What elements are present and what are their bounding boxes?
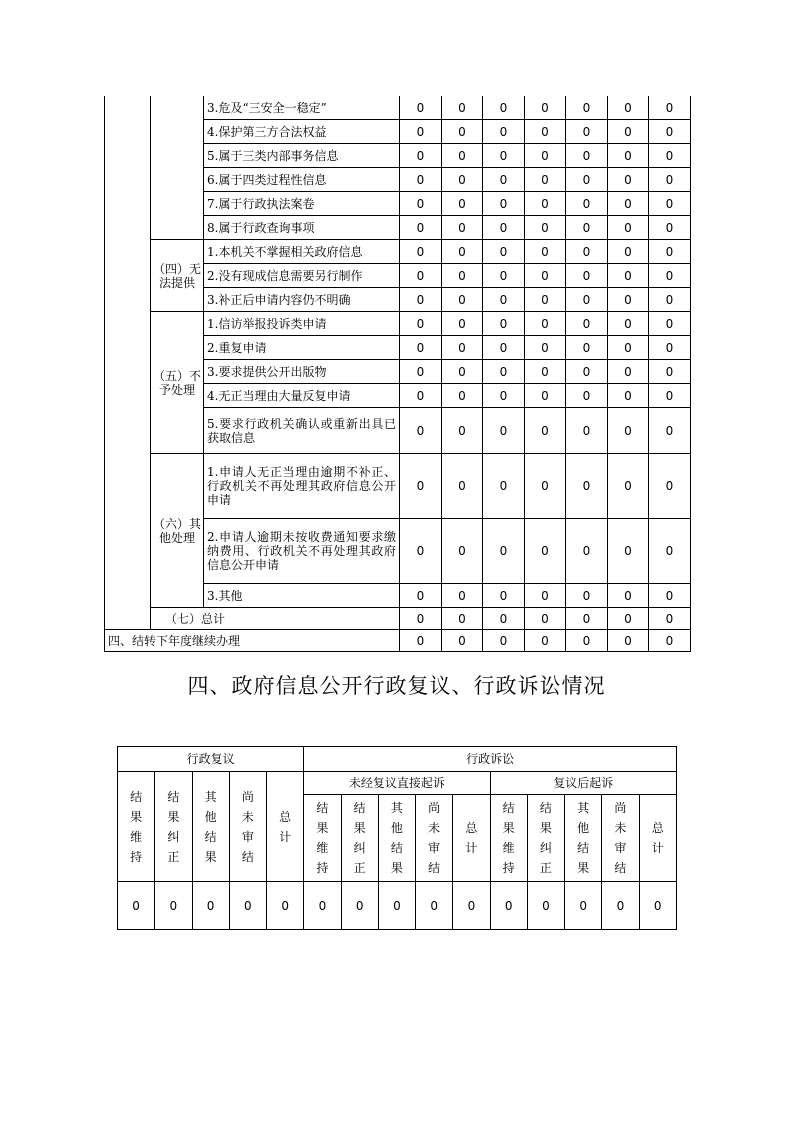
- value-cell: 0: [400, 144, 442, 168]
- value-cell: 0: [649, 144, 691, 168]
- col-other-result: 其 他 结 果: [192, 772, 229, 882]
- value-cell: 0: [483, 312, 525, 336]
- col-pending: 尚 未 审 结: [229, 772, 266, 882]
- value-cell: 0: [525, 408, 566, 454]
- value-cell: 0: [400, 630, 442, 652]
- value-cell: 0: [442, 264, 483, 288]
- value-cell: 0: [442, 312, 483, 336]
- value-cell: 0: [525, 264, 566, 288]
- value-cell: 0: [442, 216, 483, 240]
- value-cell: 0: [649, 312, 691, 336]
- value-cell: 0: [442, 454, 483, 519]
- col-pending: 尚 未 审 结: [602, 795, 639, 882]
- value-cell: 0: [566, 336, 608, 360]
- value-cell: 0: [566, 216, 608, 240]
- value-cell: 0: [229, 882, 266, 930]
- value-cell: 0: [442, 192, 483, 216]
- col-total: 总 计: [267, 772, 304, 882]
- value-cell: 0: [566, 384, 608, 408]
- value-cell: 0: [442, 168, 483, 192]
- value-cell: 0: [649, 384, 691, 408]
- col-result-upheld: 结 果 维 持: [118, 772, 155, 882]
- value-cell: 0: [566, 264, 608, 288]
- value-cell: 0: [453, 882, 490, 930]
- value-cell: 0: [400, 384, 442, 408]
- value-cell: 0: [639, 882, 676, 930]
- value-cell: 0: [566, 168, 608, 192]
- value-cell: 0: [442, 144, 483, 168]
- value-cell: 0: [442, 630, 483, 652]
- col-other-result: 其 他 结 果: [565, 795, 602, 882]
- item-label: 4.无正当理由大量反复申请: [204, 384, 400, 408]
- value-cell: 0: [608, 630, 649, 652]
- value-cell: 0: [608, 288, 649, 312]
- item-label: 6.属于四类过程性信息: [204, 168, 400, 192]
- value-cell: 0: [490, 882, 527, 930]
- col-total: 总 计: [453, 795, 490, 882]
- value-cell: 0: [566, 120, 608, 144]
- value-cell: 0: [400, 336, 442, 360]
- value-cell: 0: [483, 384, 525, 408]
- value-cell: 0: [400, 216, 442, 240]
- spacer-cell: [105, 96, 151, 630]
- value-cell: 0: [566, 630, 608, 652]
- col-result-upheld: 结 果 维 持: [304, 795, 341, 882]
- value-cell: 0: [400, 608, 442, 630]
- value-cell: 0: [400, 360, 442, 384]
- value-cell: 0: [442, 96, 483, 120]
- header-after-review: 复议后起诉: [490, 772, 676, 795]
- value-cell: 0: [400, 408, 442, 454]
- value-cell: 0: [442, 608, 483, 630]
- value-cell: 0: [566, 240, 608, 264]
- value-cell: 0: [416, 882, 453, 930]
- value-cell: 0: [442, 408, 483, 454]
- value-cell: 0: [525, 384, 566, 408]
- total-label: （七）总计: [151, 608, 400, 630]
- item-label: 3.补正后申请内容仍不明确: [204, 288, 400, 312]
- value-cell: 0: [118, 882, 155, 930]
- value-cell: 0: [649, 630, 691, 652]
- value-cell: 0: [483, 264, 525, 288]
- item-label: 5.要求行政机关确认或重新出具已获取信息: [204, 408, 400, 454]
- value-cell: 0: [442, 360, 483, 384]
- group-other-processing-label: （六）其他处理: [151, 454, 204, 608]
- value-cell: 0: [566, 360, 608, 384]
- item-label: 4.保护第三方合法权益: [204, 120, 400, 144]
- value-cell: 0: [525, 288, 566, 312]
- value-cell: 0: [525, 120, 566, 144]
- value-cell: 0: [442, 519, 483, 584]
- carry-over-label: 四、结转下年度继续办理: [105, 630, 400, 652]
- value-cell: 0: [608, 519, 649, 584]
- header-admin-litigation: 行政诉讼: [304, 747, 677, 772]
- value-cell: 0: [608, 216, 649, 240]
- value-cell: 0: [566, 192, 608, 216]
- value-cell: 0: [608, 120, 649, 144]
- value-cell: 0: [525, 519, 566, 584]
- value-cell: 0: [400, 454, 442, 519]
- value-cell: 0: [566, 144, 608, 168]
- value-cell: 0: [649, 192, 691, 216]
- value-cell: 0: [483, 519, 525, 584]
- value-cell: 0: [649, 96, 691, 120]
- value-cell: 0: [525, 454, 566, 519]
- value-cell: 0: [400, 192, 442, 216]
- value-cell: 0: [525, 168, 566, 192]
- value-cell: 0: [525, 584, 566, 608]
- value-cell: 0: [608, 608, 649, 630]
- value-cell: 0: [566, 519, 608, 584]
- value-cell: 0: [649, 454, 691, 519]
- value-cell: 0: [442, 584, 483, 608]
- value-cell: 0: [565, 882, 602, 930]
- value-cell: 0: [525, 192, 566, 216]
- value-cell: 0: [608, 264, 649, 288]
- value-cell: 0: [525, 240, 566, 264]
- value-cell: 0: [608, 168, 649, 192]
- value-cell: 0: [525, 608, 566, 630]
- spacer-cell: [151, 96, 204, 240]
- value-cell: 0: [483, 120, 525, 144]
- value-cell: 0: [442, 240, 483, 264]
- item-label: 2.申请人逾期未按收费通知要求缴纳费用、行政机关不再处理其政府信息公开申请: [204, 519, 400, 584]
- value-cell: 0: [525, 312, 566, 336]
- value-cell: 0: [400, 288, 442, 312]
- value-cell: 0: [442, 120, 483, 144]
- review-litigation-table: [117, 746, 677, 930]
- group-unable-provide-label: （四）无法提供: [151, 240, 204, 312]
- value-cell: 0: [649, 120, 691, 144]
- value-cell: 0: [400, 168, 442, 192]
- value-cell: 0: [649, 264, 691, 288]
- value-cell: 0: [566, 96, 608, 120]
- value-cell: 0: [566, 608, 608, 630]
- value-cell: 0: [483, 144, 525, 168]
- value-cell: 0: [442, 288, 483, 312]
- item-label: 3.危及“三安全一稳定”: [204, 96, 400, 120]
- item-label: 2.重复申请: [204, 336, 400, 360]
- value-cell: 0: [649, 216, 691, 240]
- value-cell: 0: [442, 384, 483, 408]
- value-cell: 0: [608, 240, 649, 264]
- value-cell: 0: [566, 408, 608, 454]
- value-cell: 0: [483, 454, 525, 519]
- col-other-result: 其 他 结 果: [378, 795, 415, 882]
- item-label: 1.本机关不掌握相关政府信息: [204, 240, 400, 264]
- value-cell: 0: [527, 882, 564, 930]
- col-result-corrected: 结 果 纠 正: [155, 772, 192, 882]
- request-handling-table: [104, 96, 691, 652]
- header-admin-review: 行政复议: [118, 747, 304, 772]
- value-cell: 0: [649, 336, 691, 360]
- item-label: 3.其他: [204, 584, 400, 608]
- value-cell: 0: [483, 630, 525, 652]
- col-result-corrected: 结 果 纠 正: [341, 795, 378, 882]
- value-cell: 0: [400, 264, 442, 288]
- value-cell: 0: [442, 336, 483, 360]
- value-cell: 0: [649, 240, 691, 264]
- value-cell: 0: [304, 882, 341, 930]
- value-cell: 0: [378, 882, 415, 930]
- col-total: 总 计: [639, 795, 676, 882]
- value-cell: 0: [483, 216, 525, 240]
- value-cell: 0: [192, 882, 229, 930]
- value-cell: 0: [400, 120, 442, 144]
- value-cell: 0: [566, 288, 608, 312]
- value-cell: 0: [608, 408, 649, 454]
- value-cell: 0: [525, 96, 566, 120]
- col-pending: 尚 未 审 结: [416, 795, 453, 882]
- value-cell: 0: [267, 882, 304, 930]
- value-cell: 0: [608, 96, 649, 120]
- value-cell: 0: [483, 240, 525, 264]
- value-cell: 0: [608, 584, 649, 608]
- value-cell: 0: [525, 144, 566, 168]
- value-cell: 0: [649, 519, 691, 584]
- item-label: 8.属于行政查询事项: [204, 216, 400, 240]
- value-cell: 0: [525, 630, 566, 652]
- value-cell: 0: [483, 408, 525, 454]
- value-cell: 0: [525, 360, 566, 384]
- section-heading: 四、政府信息公开行政复议、行政诉讼情况: [187, 674, 606, 698]
- value-cell: 0: [602, 882, 639, 930]
- value-cell: 0: [341, 882, 378, 930]
- value-cell: 0: [525, 336, 566, 360]
- value-cell: 0: [483, 584, 525, 608]
- value-cell: 0: [608, 192, 649, 216]
- value-cell: 0: [566, 584, 608, 608]
- value-cell: 0: [608, 454, 649, 519]
- value-cell: 0: [566, 454, 608, 519]
- header-direct-suit: 未经复议直接起诉: [304, 772, 490, 795]
- group-not-processed-label: （五）不予处理: [151, 312, 204, 454]
- value-cell: 0: [649, 584, 691, 608]
- value-cell: 0: [566, 312, 608, 336]
- value-cell: 0: [649, 360, 691, 384]
- col-result-corrected: 结 果 纠 正: [527, 795, 564, 882]
- value-cell: 0: [155, 882, 192, 930]
- value-cell: 0: [608, 384, 649, 408]
- value-cell: 0: [608, 336, 649, 360]
- value-cell: 0: [649, 408, 691, 454]
- value-cell: 0: [483, 192, 525, 216]
- value-cell: 0: [483, 288, 525, 312]
- value-cell: 0: [483, 168, 525, 192]
- value-cell: 0: [400, 240, 442, 264]
- value-cell: 0: [649, 288, 691, 312]
- item-label: 7.属于行政执法案卷: [204, 192, 400, 216]
- value-cell: 0: [483, 336, 525, 360]
- value-cell: 0: [400, 519, 442, 584]
- value-cell: 0: [483, 360, 525, 384]
- value-cell: 0: [649, 608, 691, 630]
- value-cell: 0: [608, 144, 649, 168]
- value-cell: 0: [649, 168, 691, 192]
- value-cell: 0: [483, 608, 525, 630]
- value-cell: 0: [400, 312, 442, 336]
- value-cell: 0: [483, 96, 525, 120]
- value-cell: 0: [608, 312, 649, 336]
- item-label: 3.要求提供公开出版物: [204, 360, 400, 384]
- value-cell: 0: [525, 216, 566, 240]
- item-label: 1.申请人无正当理由逾期不补正、行政机关不再处理其政府信息公开申请: [204, 454, 400, 519]
- value-cell: 0: [400, 584, 442, 608]
- item-label: 5.属于三类内部事务信息: [204, 144, 400, 168]
- value-cell: 0: [608, 360, 649, 384]
- value-cell: 0: [400, 96, 442, 120]
- item-label: 2.没有现成信息需要另行制作: [204, 264, 400, 288]
- col-result-upheld: 结 果 维 持: [490, 795, 527, 882]
- item-label: 1.信访举报投诉类申请: [204, 312, 400, 336]
